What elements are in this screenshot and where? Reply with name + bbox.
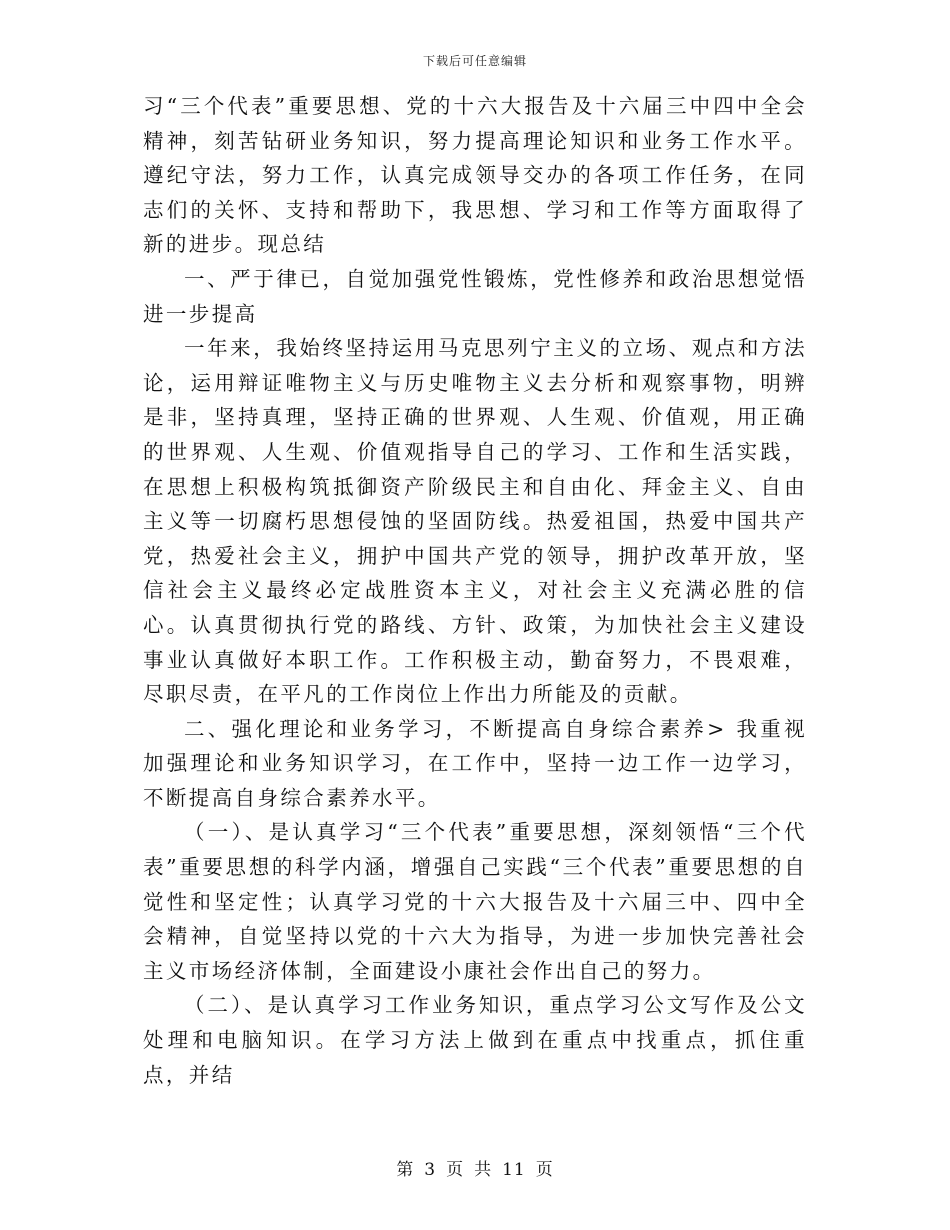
paragraph-intro-continued: 习“三个代表”重要思想、党的十六大报告及十六届三中四中全会精神，刻苦钻研业务知识，努力提高理论知识和业务工作水平。遵纪守法，努力工作，认真完成领导交办的各项工作任务，在同志们的关怀、支持和帮助下，我思想、学习和工作等方面取得了新的进步。现总结	[143, 94, 807, 257]
page-number: 3	[424, 1160, 437, 1180]
document-body	[143, 89, 807, 1092]
paragraph-item-1: （一）、是认真学习“三个代表”重要思想，深刻领悟“三个代表”重要思想的科学内涵，增强自己实践“三个代表”重要思想的自觉性和坚定性；认真学习党的十六大报告及十六届三中、四中全会精神，自觉坚持以党的十六大为指导，为进一步加快完善社会主义市场经济体制，全面建设小康社会作出自己的努力。	[143, 820, 807, 983]
footer-label-total-unit: 页	[535, 1160, 554, 1180]
footer-label-page: 第	[396, 1160, 415, 1180]
footer-label-total: 共	[474, 1160, 493, 1180]
section-heading-2: 二、强化理论和业务学习，不断提高自身综合素养> 我重视加强理论和业务知识学习，在工作中，坚持一边工作一边学习，不断提高自身综合素养水平。	[143, 716, 807, 810]
footer-label-page-unit: 页	[446, 1160, 465, 1180]
total-pages: 11	[502, 1160, 526, 1180]
section-heading-1: 一、严于律已，自觉加强党性锻炼，党性修养和政治思想觉悟进一步提高	[143, 266, 807, 326]
paragraph-item-2: （二）、是认真学习工作业务知识，重点学习公文写作及公文处理和电脑知识。在学习方法上做到在重点中找重点，抓住重点，并结	[143, 993, 807, 1087]
header-note: 下载后可任意编辑	[422, 54, 527, 68]
page-footer	[0, 1155, 950, 1180]
paragraph-section-1: 一年来，我始终坚持运用马克思列宁主义的立场、观点和方法论，运用辩证唯物主义与历史唯物主义去分析和观察事物，明辨是非，坚持真理，坚持正确的世界观、人生观、价值观，用正确的世界观、人生观、价值观指导自己的学习、工作和生活实践，在思想上积极构筑抵御资产阶级民主和自由化、拜金主义、自由主义等一切腐朽思想侵蚀的坚固防线。热爱祖国，热爱中国共产党，热爱社会主义，拥护中国共产党的领导，拥护改革开放，坚信社会主义最终必定战胜资本主义，对社会主义充满必胜的信心。认真贯彻执行党的路线、方针、政策，为加快社会主义建设事业认真做好本职工作。工作积极主动，勤奋努力，不畏艰难，尽职尽责，在平凡的工作岗位上作出力所能及的贡献。	[143, 336, 807, 707]
